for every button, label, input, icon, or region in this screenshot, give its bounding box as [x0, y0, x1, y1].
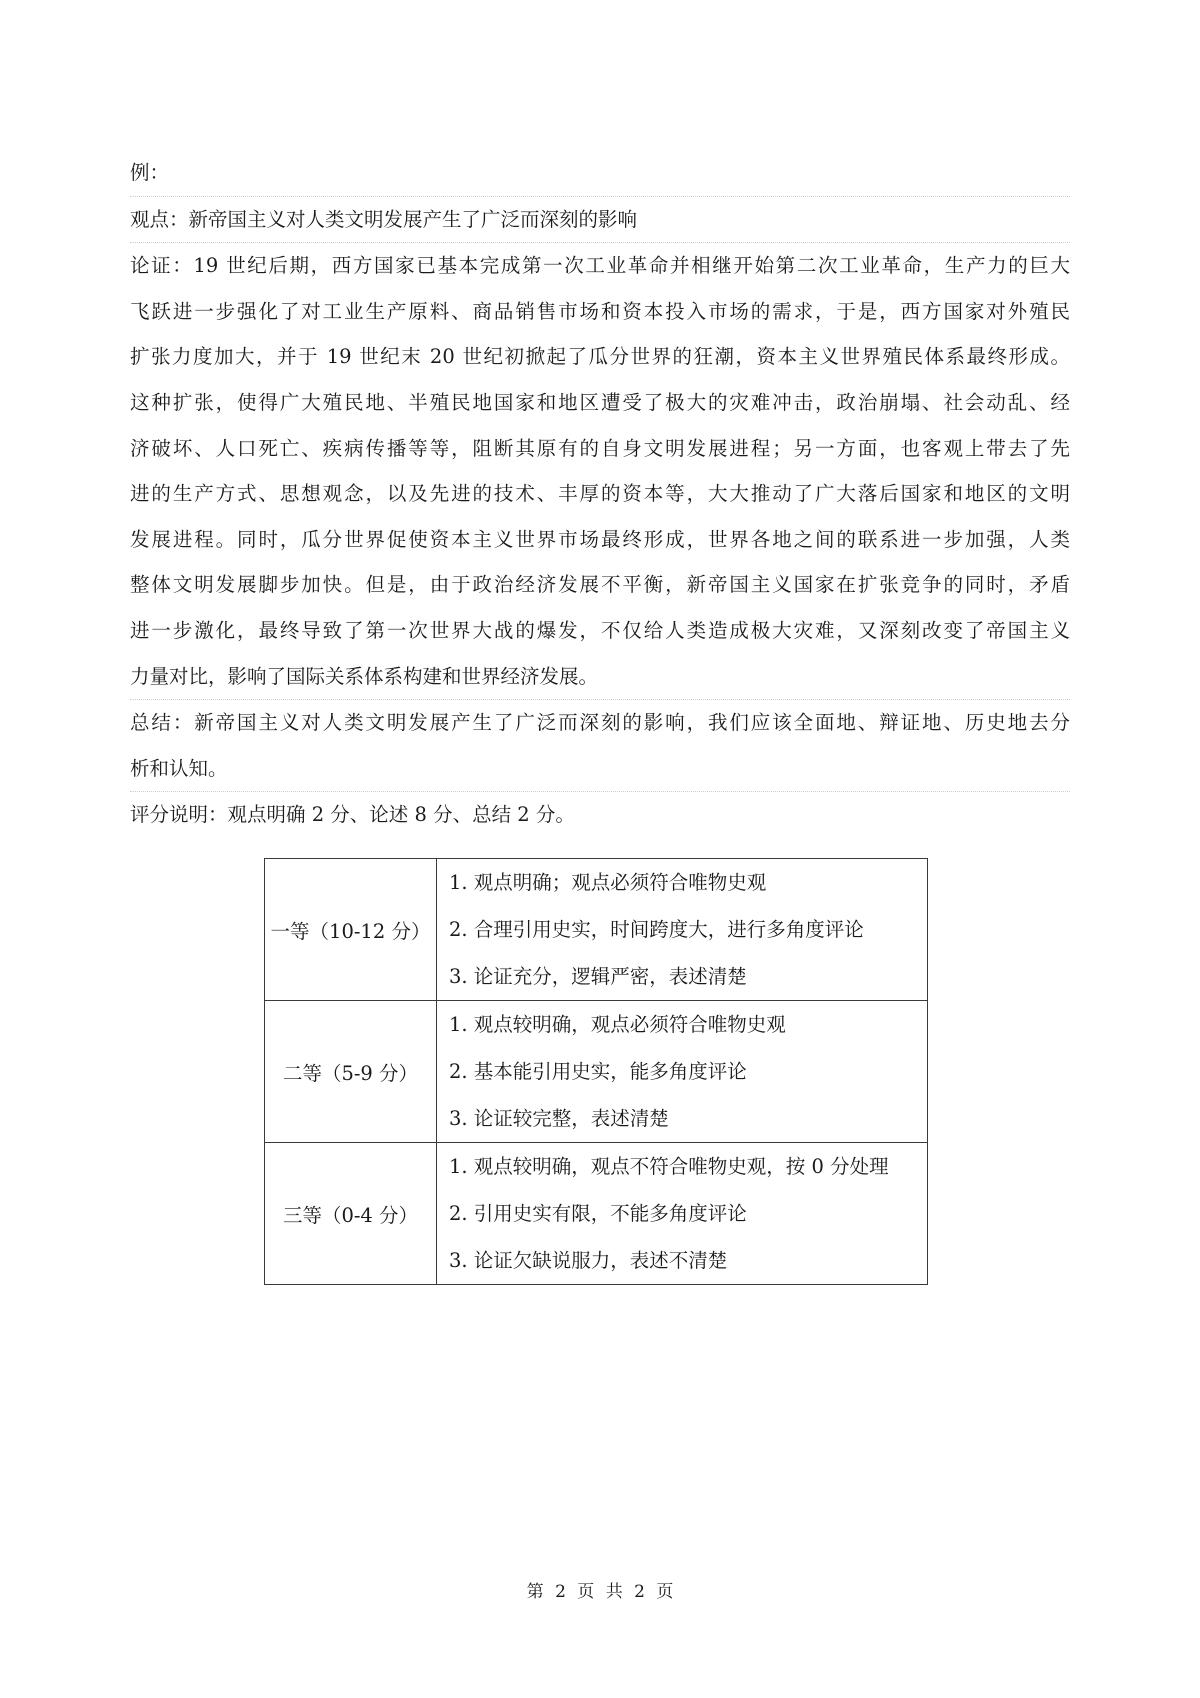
argument-line: 飞跃进一步强化了对工业生产原料、商品销售市场和资本投入市场的需求，于是，西方国家对外殖民	[130, 299, 1070, 323]
argument-line: 进一步激化，最终导致了第一次世界大战的爆发，不仅给人类造成极大灾难，又深刻改变了帝国主义	[130, 618, 1070, 642]
rubric-row	[265, 859, 928, 1001]
rubric-criterion: 3. 论证欠缺说服力，表述不清楚	[449, 1249, 728, 1272]
rubric-table	[264, 858, 928, 1285]
rubric-row	[265, 1001, 928, 1143]
rubric-criterion: 1. 观点明确；观点必须符合唯物史观	[449, 871, 767, 894]
example-label: 例：	[130, 161, 170, 184]
rubric-criteria	[437, 1001, 928, 1143]
rubric-criterion: 2. 引用史实有限，不能多角度评论	[449, 1202, 747, 1225]
rubric-criterion: 1. 观点较明确，观点不符合唯物史观，按 0 分处理	[449, 1155, 889, 1178]
argument-line: 论证：19 世纪后期，西方国家已基本完成第一次工业革命并相继开始第二次工业革命，生产力的巨大	[130, 254, 1070, 278]
argument-line: 力量对比，影响了国际关系体系构建和世界经济发展。	[130, 664, 599, 688]
rubric-criteria	[437, 859, 928, 1001]
viewpoint-text: 观点：新帝国主义对人类文明发展产生了广泛而深刻的影响	[130, 207, 638, 231]
argument-line: 扩张力度加大，并于 19 世纪末 20 世纪初掀起了瓜分世界的狂潮，资本主义世界殖民体系最终形成。	[130, 345, 1070, 369]
viewpoint-paragraph	[130, 197, 1070, 244]
rubric-criterion: 3. 论证充分，逻辑严密，表述清楚	[449, 965, 747, 988]
rubric-level: 三等（0-4 分）	[265, 1143, 437, 1285]
page-footer: 第 2 页 共 2 页	[526, 1582, 674, 1602]
summary-line: 总结：新帝国主义对人类文明发展产生了广泛而深刻的影响，我们应该全面地、辩证地、历史地去分	[130, 711, 1070, 735]
rubric-level: 一等（10-12 分）	[265, 859, 437, 1001]
argument-paragraph	[130, 243, 1070, 700]
argument-line: 整体文明发展脚步加快。但是，由于政治经济发展不平衡，新帝国主义国家在扩张竞争的同时，矛盾	[130, 573, 1070, 597]
summary-paragraph	[130, 700, 1070, 792]
main-content	[130, 150, 1070, 838]
rubric-criterion: 1. 观点较明确，观点必须符合唯物史观	[449, 1013, 786, 1036]
scoring-note-paragraph	[130, 792, 1070, 838]
argument-line: 发展进程。同时，瓜分世界促使资本主义世界市场最终形成，世界各地之间的联系进一步加强，人类	[130, 527, 1070, 551]
rubric-criterion: 2. 合理引用史实，时间跨度大，进行多角度评论	[449, 918, 864, 941]
argument-line: 进的生产方式、思想观念，以及先进的技术、丰厚的资本等，大大推动了广大落后国家和地区的文明	[130, 482, 1070, 506]
rubric-criteria	[437, 1143, 928, 1285]
scoring-note: 评分说明：观点明确 2 分、论述 8 分、总结 2 分。	[130, 803, 575, 827]
rubric-row	[265, 1143, 928, 1285]
rubric-level: 二等（5-9 分）	[265, 1001, 437, 1143]
argument-line: 济破坏、人口死亡、疾病传播等等，阻断其原有的自身文明发展进程；另一方面，也客观上带去了先	[130, 436, 1070, 460]
summary-line: 析和认知。	[130, 756, 228, 780]
argument-line: 这种扩张，使得广大殖民地、半殖民地国家和地区遭受了极大的灾难冲击，政治崩塌、社会动乱、经	[130, 390, 1070, 414]
rubric-criterion: 2. 基本能引用史实，能多角度评论	[449, 1060, 747, 1083]
example-label-paragraph	[130, 150, 1070, 197]
rubric-criterion: 3. 论证较完整，表述清楚	[449, 1107, 669, 1130]
